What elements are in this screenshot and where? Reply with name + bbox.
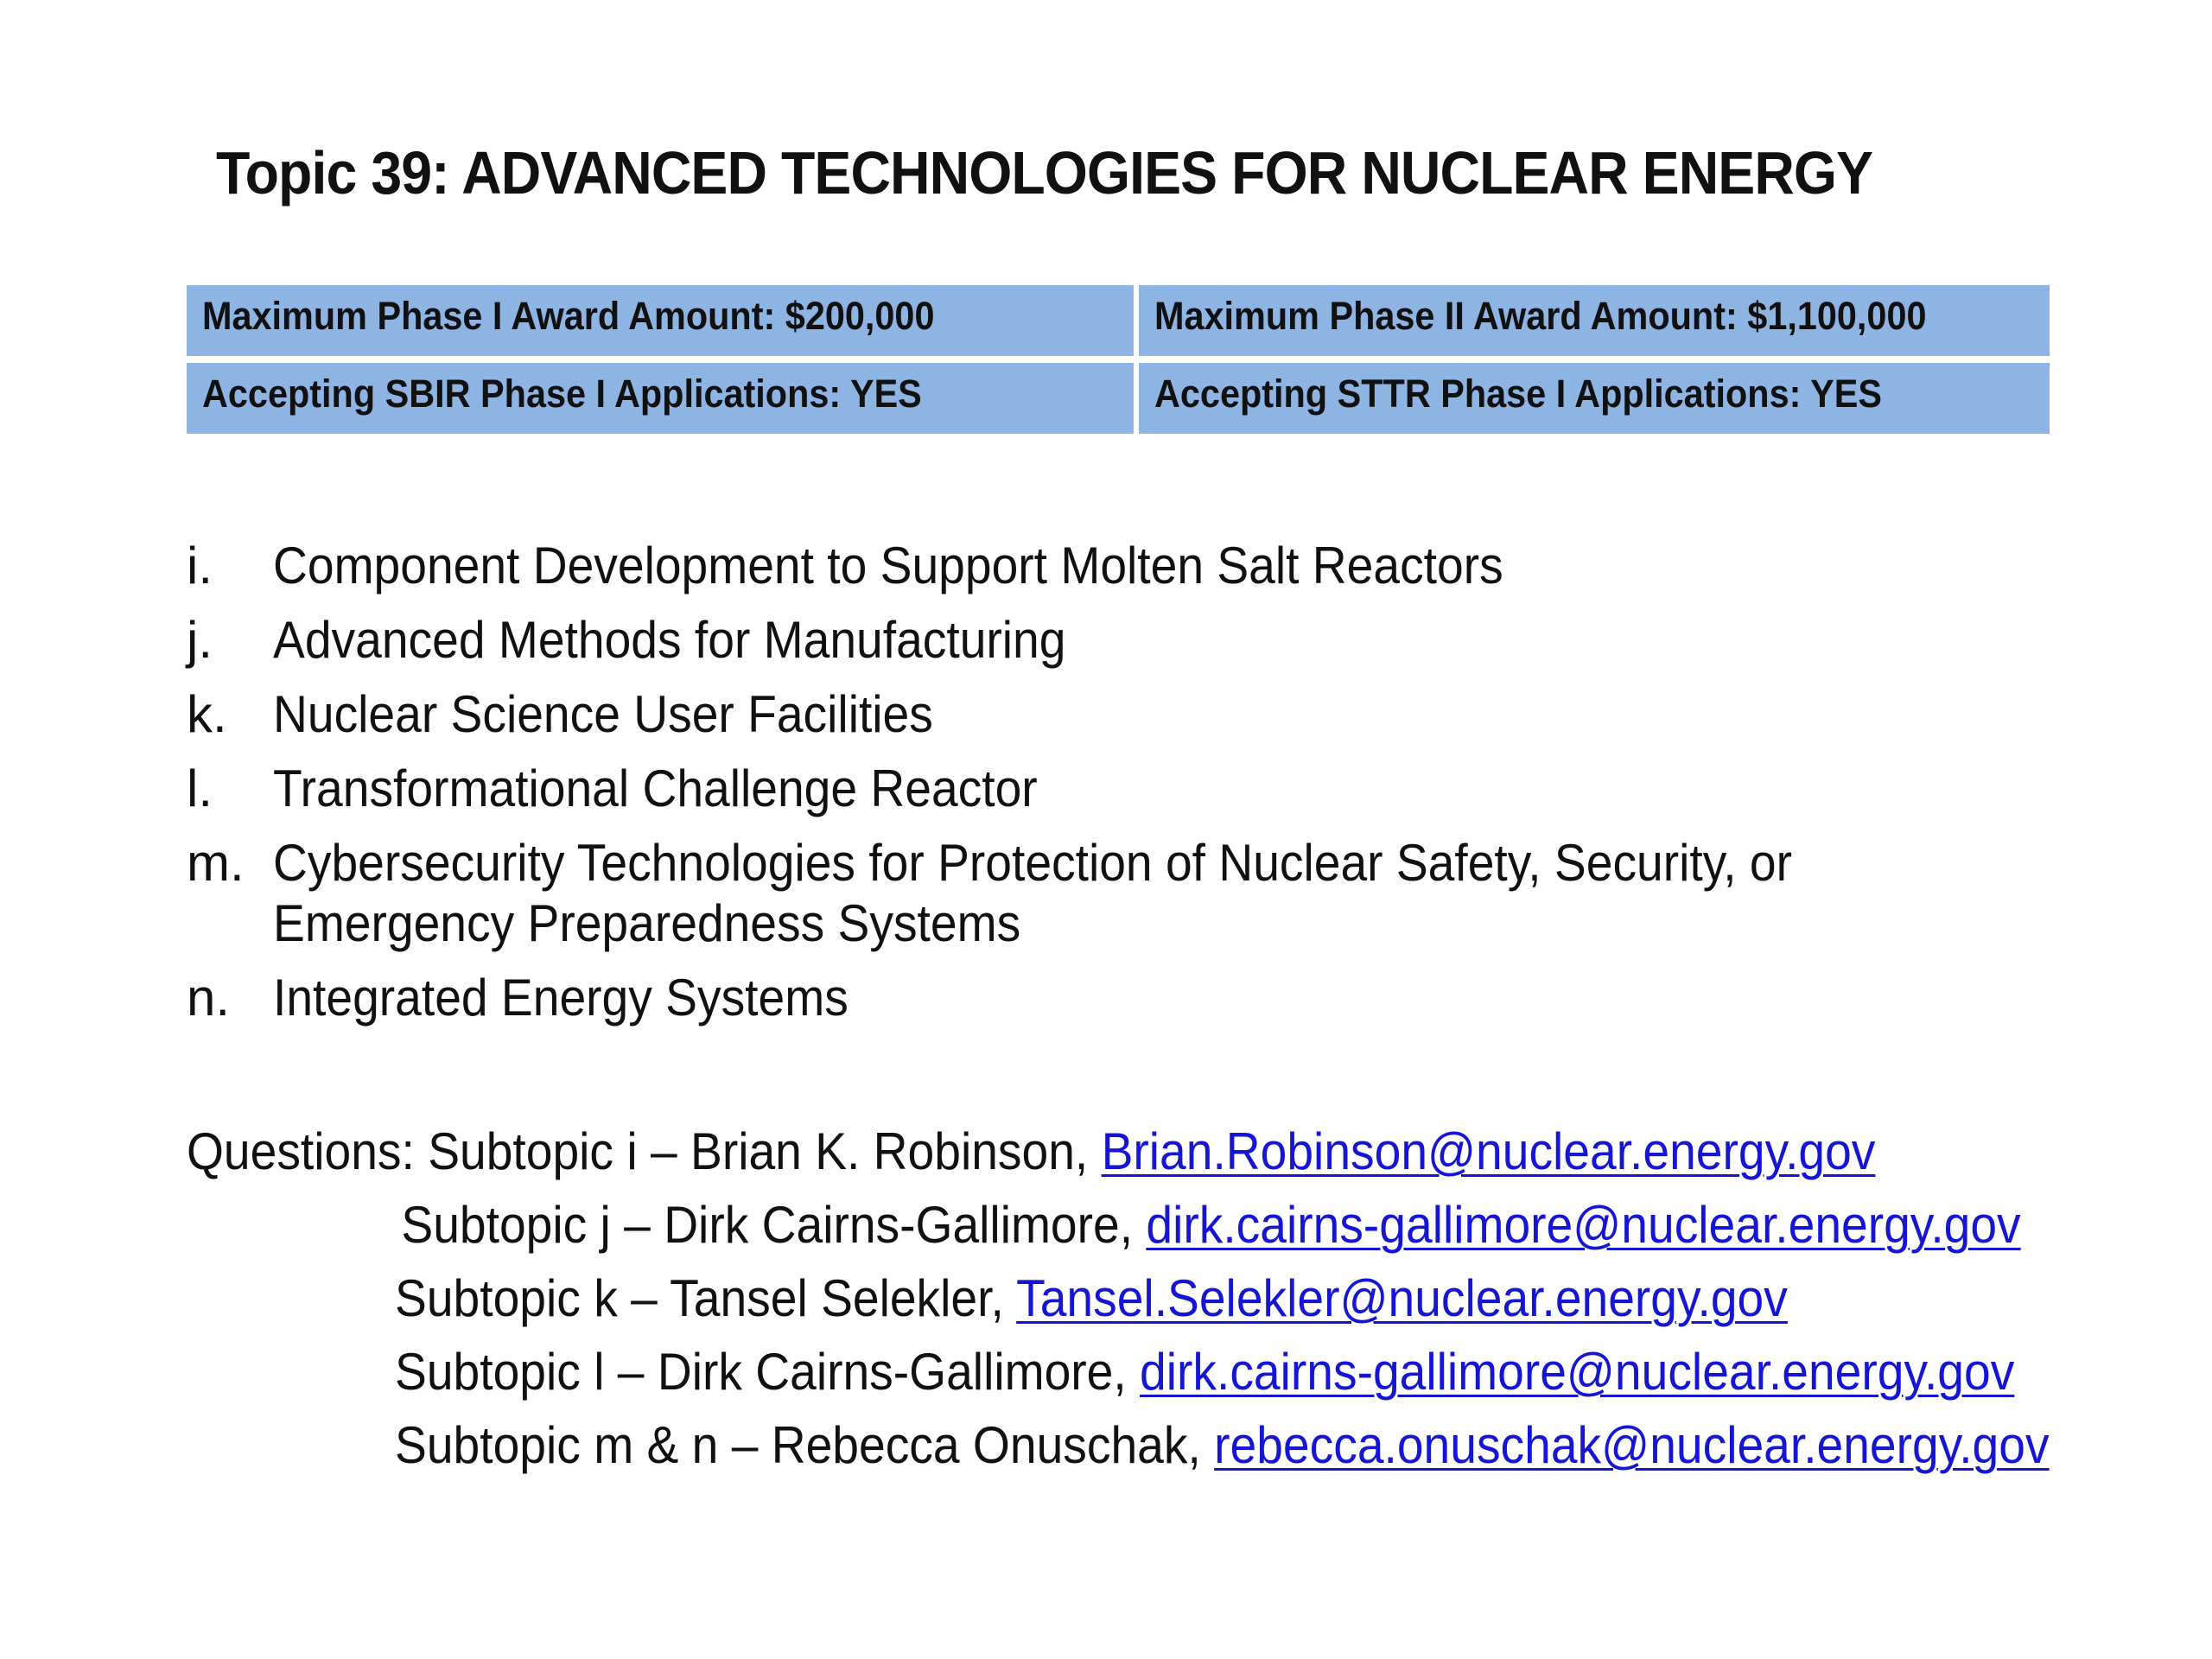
slide-title: Topic 39: ADVANCED TECHNOLOGIES FOR NUCLEAR ENERGY — [216, 139, 1873, 207]
question-contact: Subtopic k – Tansel Selekler, — [395, 1269, 1017, 1327]
sttr-accepting-cell — [1139, 363, 2050, 441]
subtopic-letter: m. — [187, 834, 245, 892]
questions-block — [187, 1115, 2211, 1482]
subtopic-text: Advanced Methods for Manufacturing — [273, 611, 1066, 669]
question-line — [187, 1188, 2050, 1262]
subtopic-text: Nuclear Science User Facilities — [273, 685, 933, 743]
subtopic-item — [187, 684, 2070, 745]
subtopic-item — [187, 833, 2070, 954]
phase2-award-text: Maximum Phase II Award Amount: $1,100,000 — [1154, 294, 1927, 338]
subtopic-text: Component Development to Support Molten Salt Reactors — [273, 537, 1503, 594]
award-table — [187, 285, 2050, 441]
subtopic-letter: j. — [187, 611, 213, 669]
question-contact: Subtopic j – Dirk Cairns-Gallimore, — [401, 1196, 1147, 1254]
subtopic-letter: k. — [187, 685, 227, 743]
sbir-accepting-cell — [187, 363, 1139, 441]
question-contact: Questions: Subtopic i – Brian K. Robinson, — [187, 1122, 1102, 1180]
email-link[interactable]: dirk.cairns-gallimore@nuclear.energy.gov — [1146, 1196, 2021, 1254]
phase1-award-text: Maximum Phase I Award Amount: $200,000 — [202, 294, 935, 338]
question-contact: Subtopic l – Dirk Cairns-Gallimore, — [395, 1343, 1141, 1401]
question-line — [187, 1335, 2050, 1408]
phase2-award-cell — [1139, 285, 2050, 363]
question-line — [187, 1262, 2050, 1335]
subtopic-list — [187, 536, 2070, 1042]
email-link[interactable]: Brian.Robinson@nuclear.energy.gov — [1101, 1122, 1876, 1180]
question-line — [187, 1408, 2050, 1482]
email-link[interactable]: Tansel.Selekler@nuclear.energy.gov — [1016, 1269, 1788, 1327]
sttr-accepting-text: Accepting STTR Phase I Applications: YES — [1154, 372, 1882, 416]
subtopic-letter: n. — [187, 969, 231, 1027]
phase1-award-cell — [187, 285, 1139, 363]
subtopic-item — [187, 968, 2070, 1028]
email-link[interactable]: rebecca.onuschak@nuclear.energy.gov — [1214, 1416, 2050, 1474]
sbir-accepting-text: Accepting SBIR Phase I Applications: YES — [202, 372, 922, 416]
accepting-row — [187, 363, 2050, 441]
subtopic-text: Cybersecurity Technologies for Protection of Nuclear Safety, Security, or Emergency Preparedness Systems — [273, 834, 1792, 952]
question-line — [187, 1115, 2050, 1188]
subtopic-letter: i. — [187, 537, 213, 594]
question-contact: Subtopic m & n – Rebecca Onuschak, — [395, 1416, 1215, 1474]
subtopic-text: Transformational Challenge Reactor — [273, 760, 1038, 817]
subtopic-item — [187, 536, 2070, 596]
subtopic-item — [187, 759, 2070, 819]
email-link[interactable]: dirk.cairns-gallimore@nuclear.energy.gov — [1140, 1343, 2015, 1401]
subtopic-item — [187, 610, 2070, 671]
award-row — [187, 285, 2050, 363]
subtopic-letter: l. — [187, 760, 213, 817]
subtopic-text: Integrated Energy Systems — [273, 969, 849, 1027]
